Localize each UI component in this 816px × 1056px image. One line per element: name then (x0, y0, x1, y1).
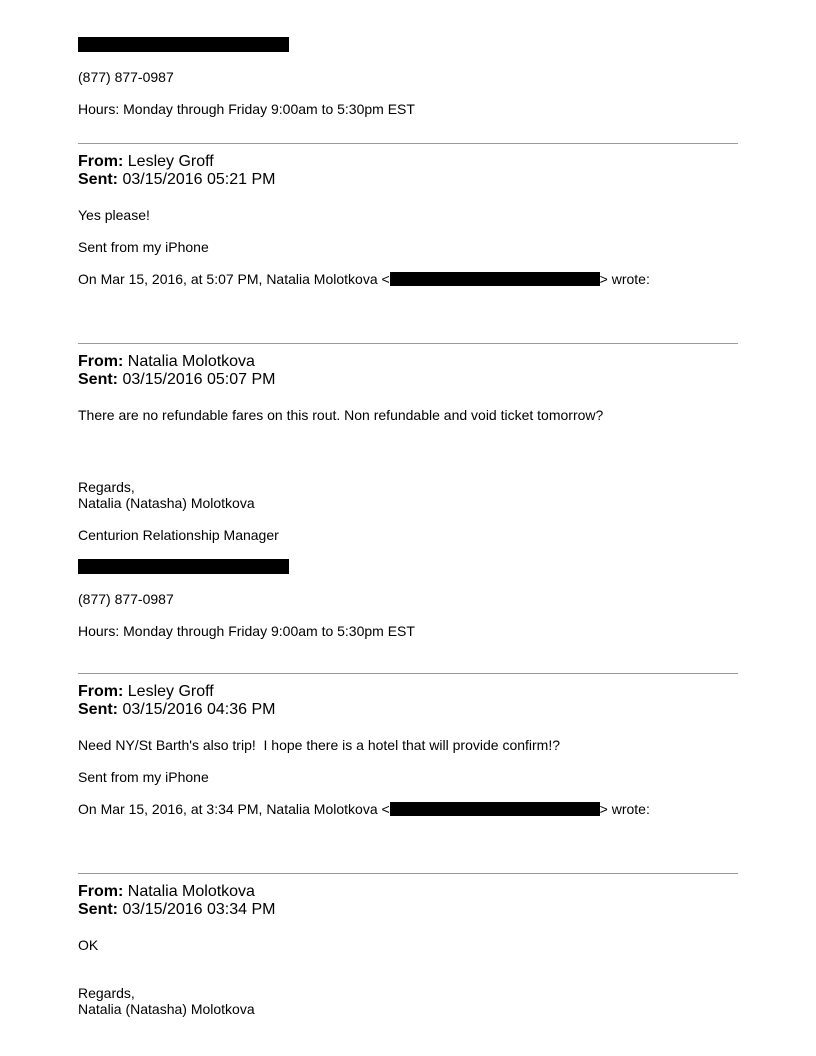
message-body: Yes please! (78, 207, 150, 223)
message-body: Need NY/St Barth's also trip! I hope there is a hotel that will provide confirm!? (78, 737, 561, 753)
sent-line (78, 371, 275, 389)
quote-header (78, 801, 650, 817)
quote-suffix: > wrote: (599, 801, 650, 817)
sent-value: 03/15/2016 04:36 PM (122, 701, 276, 718)
from-value: Lesley Groff (127, 153, 214, 170)
message-divider (78, 343, 738, 344)
message-divider (78, 673, 738, 674)
mobile-signature: Sent from my iPhone (78, 239, 209, 255)
from-label: From: (78, 683, 124, 700)
from-label: From: (78, 353, 124, 370)
sent-value: 03/15/2016 05:21 PM (122, 171, 276, 188)
redacted-email-block (78, 559, 289, 574)
quote-prefix: On Mar 15, 2016, at 5:07 PM, Natalia Molotkova < (78, 271, 390, 287)
from-line (78, 353, 255, 371)
sent-line (78, 171, 275, 189)
top-hours: Hours: Monday through Friday 9:00am to 5:30pm EST (78, 101, 415, 117)
signature-name: Natalia (Natasha) Molotkova (78, 1001, 255, 1017)
sent-label: Sent: (78, 171, 118, 188)
message-divider (78, 873, 738, 874)
message-body: There are no refundable fares on this rout. Non refundable and void ticket tomorrow? (78, 407, 604, 423)
signature-phone: (877) 877-0987 (78, 591, 174, 607)
sent-value: 03/15/2016 05:07 PM (122, 371, 276, 388)
message-body: OK (78, 937, 99, 953)
mobile-signature: Sent from my iPhone (78, 769, 209, 785)
redacted-email-inline (390, 272, 600, 286)
redacted-email-inline (390, 802, 600, 816)
signature-hours: Hours: Monday through Friday 9:00am to 5:30pm EST (78, 623, 415, 639)
quote-prefix: On Mar 15, 2016, at 3:34 PM, Natalia Molotkova < (78, 801, 390, 817)
regards-label: Regards, (78, 479, 135, 495)
sent-line (78, 901, 275, 919)
sent-label: Sent: (78, 701, 118, 718)
sent-value: 03/15/2016 03:34 PM (122, 901, 276, 918)
from-line (78, 683, 214, 701)
from-value: Lesley Groff (127, 683, 214, 700)
from-label: From: (78, 153, 124, 170)
signature-title: Centurion Relationship Manager (78, 527, 279, 543)
quote-suffix: > wrote: (599, 271, 650, 287)
redacted-email-block (78, 37, 289, 52)
from-value: Natalia Molotkova (127, 353, 255, 370)
sent-label: Sent: (78, 371, 118, 388)
sent-line (78, 701, 275, 719)
message-divider (78, 143, 738, 144)
regards-label: Regards, (78, 985, 135, 1001)
signature-name: Natalia (Natasha) Molotkova (78, 495, 255, 511)
from-line (78, 153, 214, 171)
from-value: Natalia Molotkova (127, 883, 255, 900)
from-label: From: (78, 883, 124, 900)
sent-label: Sent: (78, 901, 118, 918)
quote-header (78, 271, 650, 287)
top-phone: (877) 877-0987 (78, 69, 174, 85)
from-line (78, 883, 255, 901)
